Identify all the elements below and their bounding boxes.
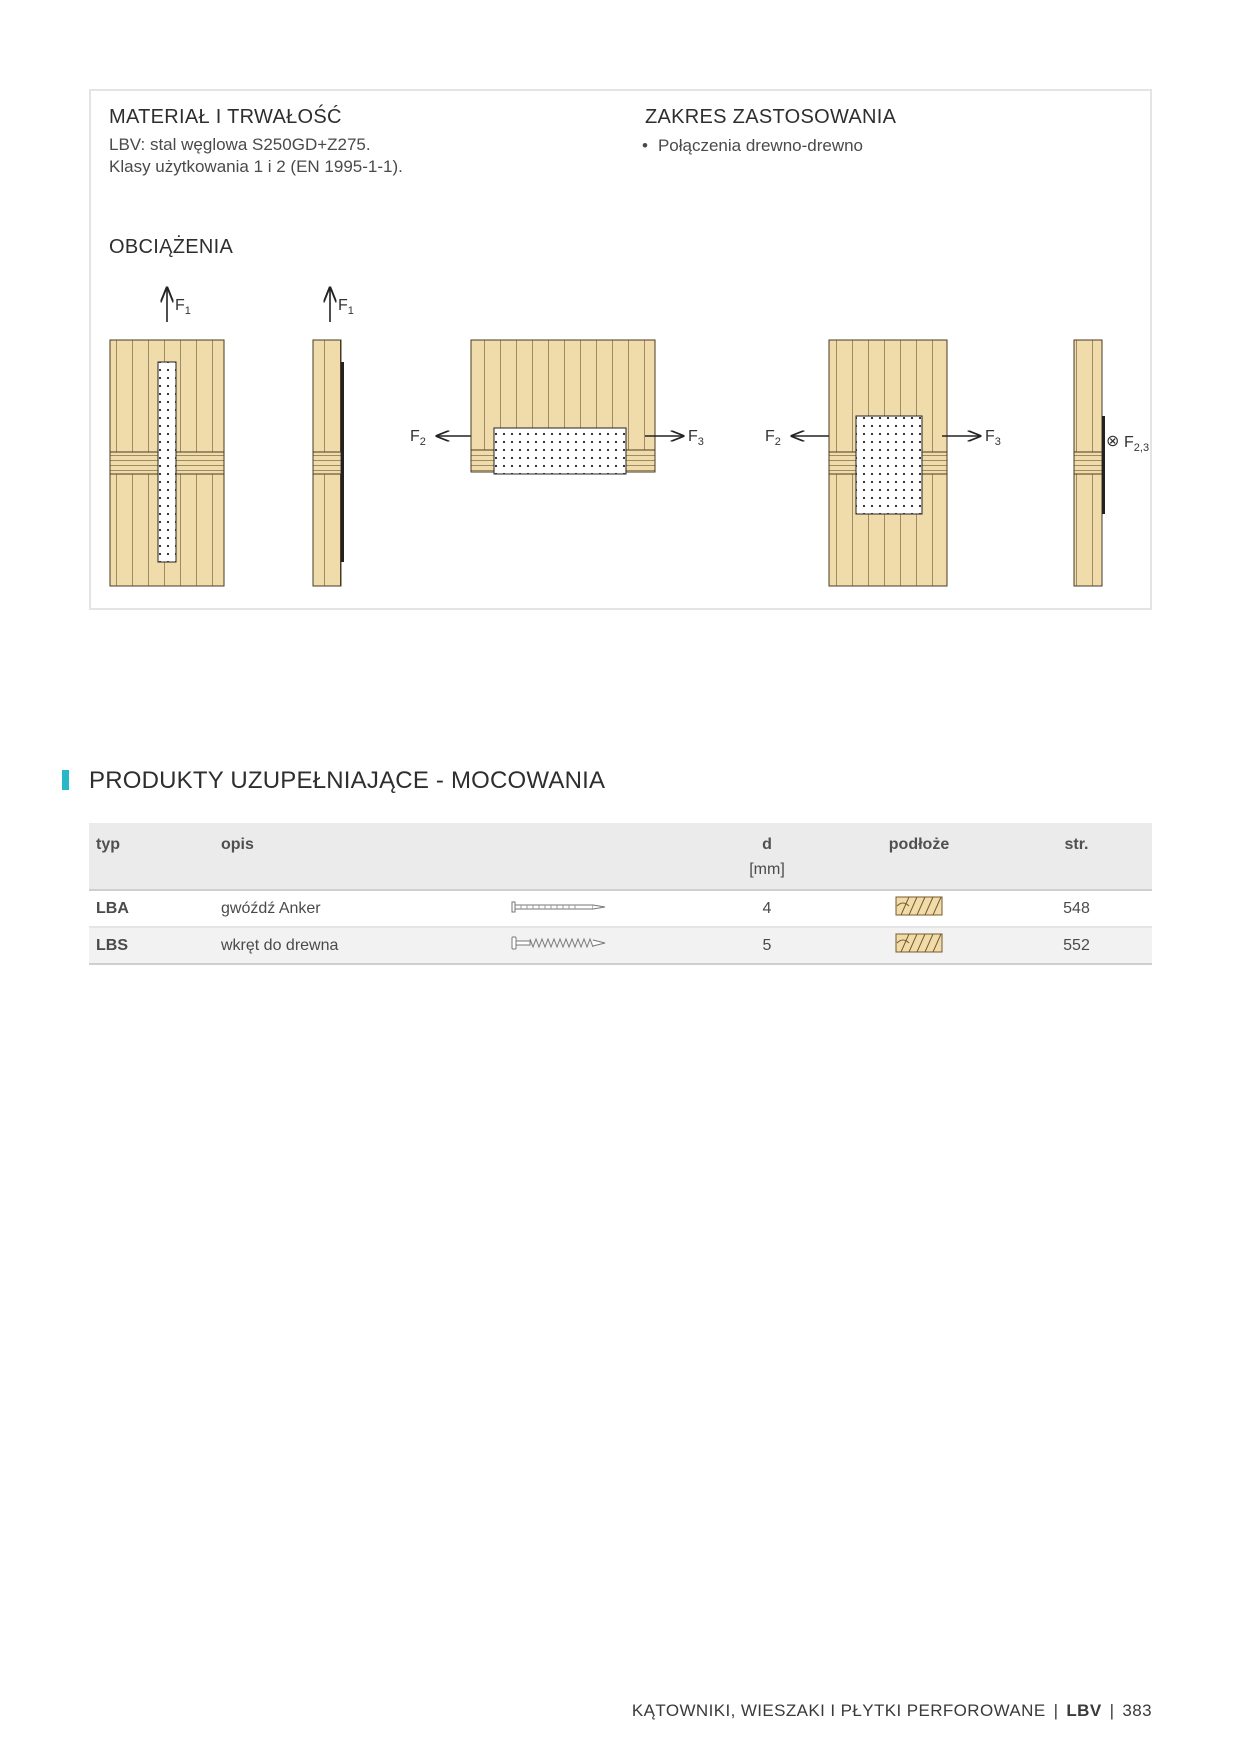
footer-product: LBV <box>1066 1701 1102 1720</box>
figure-2-side <box>313 288 354 586</box>
products-table <box>89 823 1152 965</box>
col-podloze: podłoże <box>888 836 950 853</box>
table-row <box>89 927 1152 964</box>
footer-category: KĄTOWNIKI, WIESZAKI I PŁYTKI PERFOROWANE <box>631 1701 1046 1720</box>
loads-title: OBCIĄŻENIA <box>109 236 234 258</box>
out-of-plane-icon: ⊗ <box>1106 431 1120 450</box>
table-row <box>89 890 1152 927</box>
svg-text:F1: $F_1$ <box>338 297 354 317</box>
scope-title: ZAKRES ZASTOSOWANIA <box>645 106 897 128</box>
row-typ: LBA <box>89 890 214 927</box>
row-str: 548 <box>1001 890 1152 927</box>
material-line-1 <box>109 134 371 155</box>
timber-icon <box>895 933 943 953</box>
col-opis: opis <box>221 836 254 853</box>
row-d: 5 <box>697 927 837 964</box>
col-typ: typ <box>96 836 120 853</box>
figure-1-front <box>110 288 224 586</box>
col-str: str. <box>1064 836 1089 853</box>
figure-4-square <box>765 340 1001 586</box>
page-number: 383 <box>1122 1701 1152 1720</box>
figure-3-horizontal <box>410 340 704 474</box>
scope-list <box>642 136 863 156</box>
row-d: 4 <box>697 890 837 927</box>
section-title: PRODUKTY UZUPEŁNIAJĄCE - MOCOWANIA <box>62 767 605 795</box>
material-text: : stal węglowa S250GD+Z275. <box>140 135 371 154</box>
figure-5-side <box>1074 340 1149 586</box>
f1-label: F <box>175 297 185 314</box>
load-diagram <box>100 270 1160 600</box>
col-d-unit: [mm] <box>697 857 837 890</box>
svg-text:F2: $F_2$ <box>765 428 781 448</box>
accent-bar <box>62 770 69 790</box>
material-code: LBV <box>109 135 141 154</box>
col-d: d <box>762 836 772 853</box>
material-title: MATERIAŁ I TRWAŁOŚĆ <box>109 106 342 128</box>
page-footer: KĄTOWNIKI, WIESZAKI I PŁYTKI PERFOROWANE | LBV | 383 <box>631 1701 1152 1720</box>
svg-text:F1: $F_1$ <box>175 297 191 317</box>
row-opis: wkręt do drewna <box>214 927 504 964</box>
row-opis: gwóźdź Anker <box>214 890 504 927</box>
row-str: 552 <box>1001 927 1152 964</box>
material-line-2: Klasy użytkowania 1 i 2 (EN 1995-1-1). <box>109 157 403 176</box>
scope-item: • Połączenia drewno-drewno <box>642 136 863 156</box>
row-typ: LBS <box>89 927 214 964</box>
screw-icon <box>511 936 607 950</box>
timber-icon <box>895 896 943 916</box>
nail-icon <box>511 901 607 913</box>
svg-text:F3: $F_3$ <box>688 428 704 448</box>
svg-text:F3: $F_3$ <box>985 428 1001 448</box>
svg-text:F2,3: $F_{2,3}$ <box>1124 434 1150 454</box>
svg-text:F2: $F_2$ <box>410 428 426 448</box>
